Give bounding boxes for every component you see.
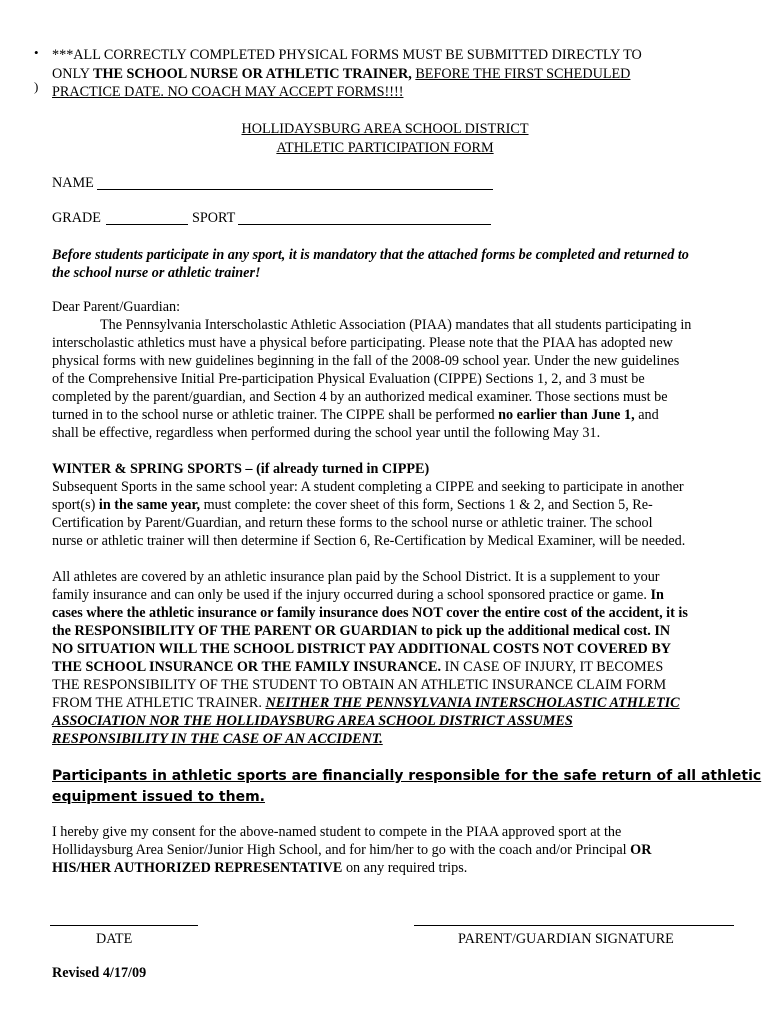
letter-line: turned in to the school nurse or athletic trainer. The CIPPE shall be performed no earlier than June 1, and [52,407,659,423]
form-title: ATHLETIC PARTICIPATION FORM [276,140,494,156]
insurance-line: ASSOCIATION NOR THE HOLLIDAYSBURG AREA SCHOOL DISTRICT ASSUMES [52,713,573,729]
scan-mark: • [34,45,39,60]
insurance-line: cases where the athletic insurance or family insurance does NOT cover the entire cost of the accident, it is [52,605,688,621]
letter-line: completed by the parent/guardian, and Section 4 by an authorized medical examiner. Those sections must be [52,389,668,405]
insurance-line: All athletes are covered by an athletic insurance plan paid by the School District. It is a supplement to your [52,569,660,585]
winter-line: sport(s) in the same year, must complete: the cover sheet of this form, Sections 1 & 2, and Section 5, Re- [52,497,653,513]
letter-line: The Pennsylvania Interscholastic Athletic Association (PIAA) mandates that all students participating in [100,317,692,333]
insurance-line: NO SITUATION WILL THE SCHOOL DISTRICT PAY ADDITIONAL COSTS NOT COVERED BY [52,641,672,657]
mandatory-line-2: the school nurse or athletic trainer! [52,265,261,281]
notice-line-3: PRACTICE DATE. NO COACH MAY ACCEPT FORMS!!!! [52,84,404,100]
insurance-line: family insurance and can only be used if the injury occurred during a school sponsored practice or game. In [52,587,664,603]
grade-label: GRADE [52,210,101,226]
notice-line-2: ONLY THE SCHOOL NURSE OR ATHLETIC TRAINER, BEFORE THE FIRST SCHEDULED [52,66,631,82]
scan-mark: ) [34,79,39,94]
date-field[interactable] [50,925,198,926]
mandatory-line-1: Before students participate in any sport, it is mandatory that the attached forms be completed and returned to [52,247,689,263]
consent-line: HIS/HER AUTHORIZED REPRESENTATIVE on any required trips. [52,860,468,876]
date-label: DATE [96,931,133,947]
sport-label: SPORT [192,210,236,226]
letter-line: interscholastic athletics must have a physical before participating. Please note that the PIAA has adopted new [52,335,673,351]
insurance-line: the RESPONSIBILITY OF THE PARENT OR GUARDIAN to pick up the additional medical cost. IN [52,623,671,639]
insurance-line: THE SCHOOL INSURANCE OR THE FAMILY INSURANCE. IN CASE OF INJURY, IT BECOMES [52,659,664,675]
insurance-line: FROM THE ATHLETIC TRAINER. NEITHER THE PENNSYLVANIA INTERSCHOLASTIC ATHLETIC [52,695,680,711]
letter-line: of the Comprehensive Initial Pre-participation Physical Evaluation (CIPPE) Sections 1, 2, and 3 must be [52,371,645,387]
equipment-line-1: Participants in athletic sports are financially responsible for the safe return of all athletic [52,768,762,784]
letter-line: shall be effective, regardless when performed during the school year until the following May 31. [52,425,601,441]
insurance-line: RESPONSIBILITY IN THE CASE OF AN ACCIDENT. [52,731,383,747]
district-title: HOLLIDAYSBURG AREA SCHOOL DISTRICT [241,121,529,137]
letter-line: physical forms with new guidelines beginning in the fall of the 2008-09 school year. Under the new guidelines [52,353,680,369]
winter-line: Certification by Parent/Guardian, and return these forms to the school nurse or athletic trainer. The school [52,515,653,531]
name-label: NAME [52,175,94,191]
equipment-line-2: equipment issued to them. [52,789,265,805]
sport-field[interactable] [238,224,491,225]
winter-heading: WINTER & SPRING SPORTS – (if already turned in CIPPE) [52,461,430,477]
winter-line: nurse or athletic trainer will then determine if Section 6, Re-Certification by Medical Examiner, will be needed. [52,533,686,549]
insurance-line: THE RESPONSIBILITY OF THE STUDENT TO OBTAIN AN ATHLETIC INSURANCE CLAIM FORM [52,677,667,693]
consent-line: I hereby give my consent for the above-named student to compete in the PIAA approved sport at the [52,824,622,840]
notice-line-1: ***ALL CORRECTLY COMPLETED PHYSICAL FORMS MUST BE SUBMITTED DIRECTLY TO [52,47,642,63]
parent-signature-field[interactable] [414,925,734,926]
consent-line: Hollidaysburg Area Senior/Junior High School, and for him/her to go with the coach and/or Principal OR [52,842,652,858]
winter-line: Subsequent Sports in the same school year: A student completing a CIPPE and seeking to participate in another [52,479,684,495]
name-field[interactable] [97,189,493,190]
salutation: Dear Parent/Guardian: [52,299,181,315]
grade-field[interactable] [106,224,188,225]
revised-date: Revised 4/17/09 [52,965,147,981]
parent-signature-label: PARENT/GUARDIAN SIGNATURE [458,931,674,947]
